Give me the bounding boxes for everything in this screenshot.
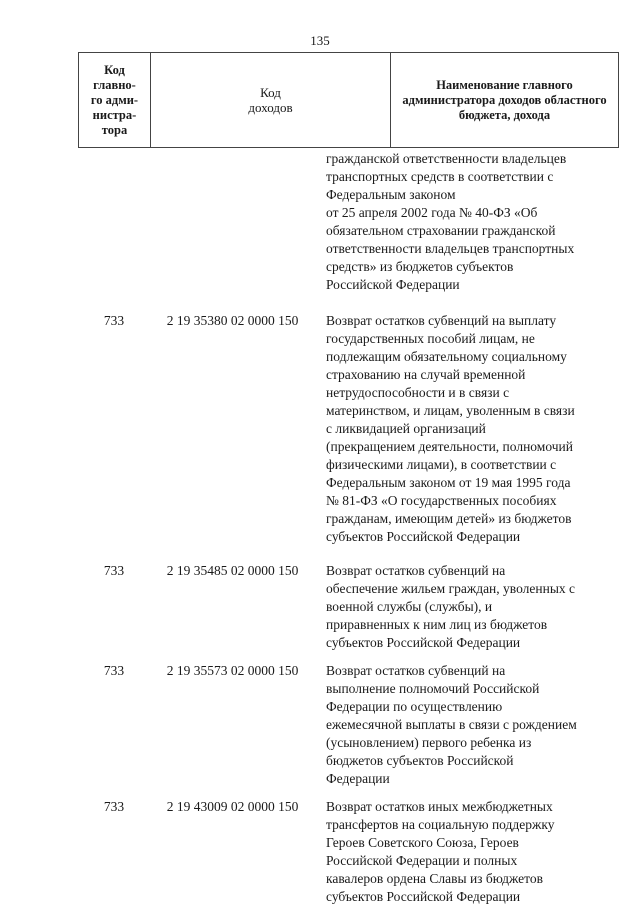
income-code: 2 19 35485 02 0000 150	[166, 563, 299, 578]
income-name-line: субъектов Российской Федерации	[326, 529, 521, 544]
admin-code: 733	[103, 663, 125, 678]
income-name	[326, 662, 616, 788]
income-name	[326, 150, 616, 294]
table-header	[78, 52, 619, 148]
header-line: администратора доходов областного	[402, 92, 607, 107]
income-name-line: Федерации	[326, 771, 390, 786]
admin-code: 733	[103, 799, 125, 814]
income-name	[326, 562, 616, 652]
income-name-line: средств» из бюджетов субъектов	[326, 259, 514, 274]
table-body	[0, 150, 640, 906]
income-name-line: Возврат остатков субвенций на	[326, 563, 506, 578]
income-name-line: Возврат остатков субвенций на	[326, 663, 506, 678]
table-row	[0, 662, 640, 788]
income-name-line: гражданам, имеющим детей» из бюджетов	[326, 511, 572, 526]
income-name-line: субъектов Российской Федерации	[326, 635, 521, 650]
header-line: Наименование главного	[436, 77, 573, 92]
income-name-line: Возврат остатков субвенций на выплату	[326, 313, 557, 328]
income-name-line: с ликвидацией организаций	[326, 421, 486, 436]
income-name-line: выполнение полномочий Российской	[326, 681, 540, 696]
header-line: го адми-	[90, 92, 139, 107]
header-line: Код	[260, 85, 281, 100]
income-name-line: нетрудоспособности и в связи с	[326, 385, 510, 400]
income-name-line: от 25 апреля 2002 года № 40-ФЗ «Об	[326, 205, 538, 220]
header-line: доходов	[248, 100, 293, 115]
income-name	[326, 312, 616, 546]
income-name	[326, 798, 616, 906]
page-number: 135	[310, 33, 330, 48]
income-name-line: гражданской ответственности владельцев	[326, 151, 567, 166]
income-name-line: Российской Федерации	[326, 277, 460, 292]
income-name-line: (усыновлением) первого ребенка из	[326, 735, 532, 750]
income-name-line: № 81-ФЗ «О государственных пособиях	[326, 493, 557, 508]
income-name-line: приравненных к ним лиц из бюджетов	[326, 617, 548, 632]
income-code: 2 19 35573 02 0000 150	[166, 663, 299, 678]
header-name	[391, 53, 618, 147]
income-name-line: обязательном страховании гражданской	[326, 223, 556, 238]
income-name-line: транспортных средств в соответствии с	[326, 169, 554, 184]
income-name-line: обеспечение жильем граждан, уволенных с	[326, 581, 576, 596]
header-line: тора	[101, 122, 128, 137]
header-line: главно-	[93, 77, 136, 92]
income-name-line: Возврат остатков иных межбюджетных	[326, 799, 553, 814]
table-row	[0, 562, 640, 652]
admin-code: 733	[103, 563, 125, 578]
header-admin-code	[79, 53, 151, 147]
header-line: нистра-	[92, 107, 137, 122]
income-name-line: субъектов Российской Федерации	[326, 889, 521, 904]
income-name-line: подлежащим обязательному социальному	[326, 349, 567, 364]
income-name-line: Федерации по осуществлению	[326, 699, 503, 714]
income-name-line: трансфертов на социальную поддержку	[326, 817, 555, 832]
income-name-line: Героев Советского Союза, Героев	[326, 835, 519, 850]
table-row	[0, 798, 640, 906]
income-name-line: ответственности владельцев транспортных	[326, 241, 575, 256]
income-name-line: ежемесячной выплаты в связи с рождением	[326, 717, 577, 732]
income-code: 2 19 35380 02 0000 150	[166, 313, 299, 328]
admin-code: 733	[103, 313, 125, 328]
table-row	[0, 312, 640, 546]
header-line: бюджета, дохода	[458, 107, 551, 122]
income-name-line: физическими лицами), в соответствии с	[326, 457, 557, 472]
header-line: Код	[104, 62, 125, 77]
income-name-line: материнством, и лицам, уволенным в связи	[326, 403, 575, 418]
income-name-line: Федеральным законом	[326, 187, 456, 202]
income-name-line: страхованию на случай временной	[326, 367, 526, 382]
income-name-line: (прекращением деятельности, полномочий	[326, 439, 573, 454]
income-name-line: кавалеров ордена Славы из бюджетов	[326, 871, 544, 886]
income-code: 2 19 43009 02 0000 150	[166, 799, 299, 814]
income-name-line: Российской Федерации и полных	[326, 853, 518, 868]
income-name-line: Федеральным законом от 19 мая 1995 года	[326, 475, 571, 490]
table-row	[0, 150, 640, 294]
header-income-code	[151, 53, 391, 147]
income-name-line: военной службы (службы), и	[326, 599, 493, 614]
income-name-line: государственных пособий лицам, не	[326, 331, 535, 346]
income-name-line: бюджетов субъектов Российской	[326, 753, 514, 768]
